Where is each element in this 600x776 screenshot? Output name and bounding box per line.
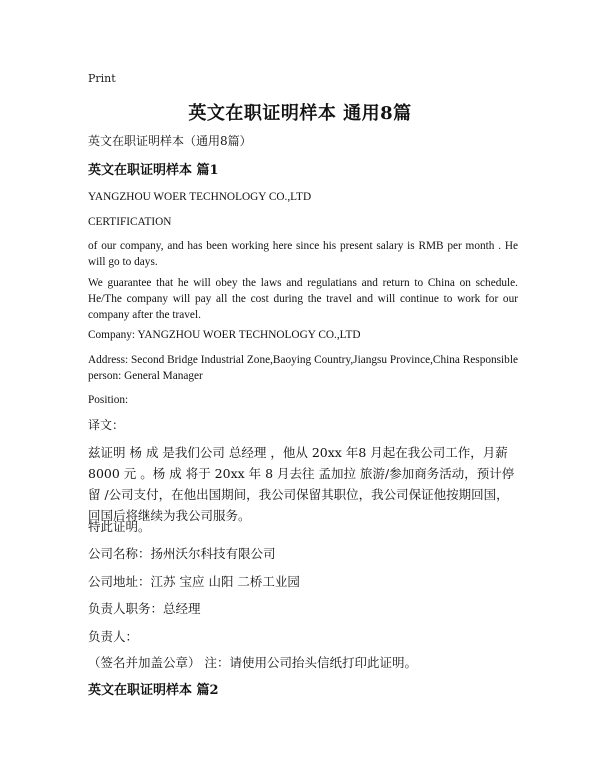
company-field: Company: YANGZHOU WOER TECHNOLOGY CO.,LTD — [88, 329, 361, 341]
translation-label: 译文： — [88, 418, 125, 432]
position-field: Position: — [88, 394, 129, 406]
address-field: Address: Second Bridge Industrial Zone,Baoying Country,Jiangsu Province,China Responsible person: General Manager — [88, 354, 518, 382]
document-subtitle: 英文在职证明样本（通用8篇） — [88, 134, 252, 148]
cn-company-address: 公司地址：江苏 宝应 山阳 二桥工业园 — [88, 574, 300, 589]
translation-body: 兹证明 杨 成 是我们公司 总经理 ，他从 20xx 年8 月起在我公司工作，月薪 8000 元 。杨 成 将于 20xx 年 8 月去往 孟加拉 旅游/参加商务活动，预计停留 /公司支付，在他出国期间，我公司保留其职位，我公司保证他按期回国，回国后将继续为我公司服务。 — [88, 445, 515, 523]
special-certification: 特此证明。 — [88, 519, 151, 534]
english-paragraph-1: of our company, and has been working here since his present salary is RMB per month . He will go to days. — [88, 240, 518, 268]
section-heading-2: 英文在职证明样本 篇2 — [88, 683, 219, 698]
document-title: 英文在职证明样本 通用8篇 — [188, 103, 412, 124]
print-label: Print — [88, 72, 116, 85]
cn-company-name: 公司名称：扬州沃尔科技有限公司 — [88, 546, 276, 561]
english-paragraph-2: We guarantee that he will obey the laws and regulatians and return to China on schedule. He/The company will pay all the cost during the travel and will continue to work for our company after the travel. — [88, 277, 518, 321]
cn-responsible-person: 负责人： — [88, 629, 139, 644]
certification-heading: CERTIFICATION — [88, 216, 172, 228]
company-name-line: YANGZHOU WOER TECHNOLOGY CO.,LTD — [88, 191, 312, 203]
cn-sign-note: （签名并加盖公章） 注：请使用公司抬头信纸打印此证明。 — [88, 655, 417, 670]
cn-responsible-duty: 负责人职务：总经理 — [88, 601, 201, 616]
section-heading-1: 英文在职证明样本 篇1 — [88, 163, 219, 178]
